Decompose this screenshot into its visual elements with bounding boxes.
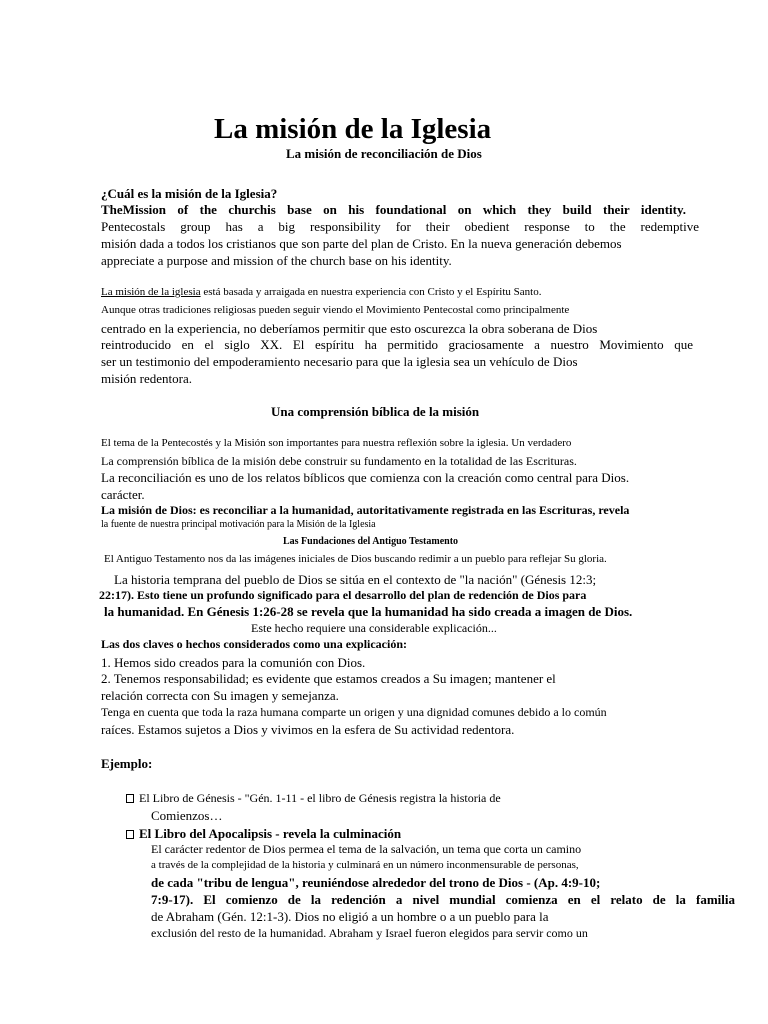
document-subtitle: La misión de reconciliación de Dios bbox=[286, 146, 482, 161]
paragraph-1-line-1: TheMission of the churchis base on his foundational on which they build their identity. bbox=[101, 202, 686, 217]
paragraph-5-line-1: Tenga en cuenta que toda la raza humana comparte un origen y una dignidad comunes debido a lo común bbox=[101, 705, 607, 719]
paragraph-1-line-3: misión dada a todos los cristianos que son parte del plan de Cristo. En la nueva generación debemos bbox=[101, 236, 622, 251]
paragraph-1-line-4: appreciate a purpose and mission of the church base on his identity. bbox=[101, 253, 452, 268]
bullet-2-line-1: El carácter redentor de Dios permea el tema de la salvación, un tema que corta un camino bbox=[151, 842, 582, 856]
section-heading-biblical: Una comprensión bíblica de la misión bbox=[271, 404, 480, 419]
bullet-glyph-icon bbox=[126, 794, 134, 803]
key-item-2: 2. Tenemos responsabilidad; es evidente que estamos creados a Su imagen; mantener el bbox=[101, 671, 556, 686]
bullet-1-line-1 bbox=[126, 792, 501, 804]
paragraph-2-line-1 bbox=[101, 287, 541, 298]
paragraph-4-line-2: 22:17). Esto tiene un profundo significado para el desarrollo del plan de redención de Dios para bbox=[99, 588, 587, 602]
question-heading: ¿Cuál es la misión de la Iglesia? bbox=[101, 186, 278, 201]
document-title: La misión de la Iglesia bbox=[214, 113, 492, 145]
paragraph-5-line-2: raíces. Estamos sujetos a Dios y vivimos en la esfera de Su actividad redentora. bbox=[101, 722, 515, 737]
paragraph-1-line-2: Pentecostals group has a big responsibility for their obedient response to the redemptive bbox=[101, 219, 699, 234]
paragraph-3-small-line: la fuente de nuestra principal motivación para la Misión de la Iglesia bbox=[101, 519, 376, 530]
bullet-2-bold-line-1: de cada "tribu de lengua", reuniéndose alrededor del trono de Dios - (Ap. 4:9-10; bbox=[151, 875, 601, 890]
paragraph-4-intro: El Antiguo Testamento nos da las imágenes iniciales de Dios buscando redimir a un pueblo para reflejar Su gloria. bbox=[104, 553, 607, 565]
paragraph-2-line-2: Aunque otras tradiciones religiosas pueden seguir viendo el Movimiento Pentecostal como principalmente bbox=[101, 304, 570, 316]
bullet-2-tail-line-1: de Abraham (Gén. 12:1-3). Dios no eligió a un hombre o a un pueblo para la bbox=[151, 909, 549, 924]
key-item-2-continued: relación correcta con Su imagen y semejanza. bbox=[101, 688, 339, 703]
paragraph-3-line-4: carácter. bbox=[101, 487, 145, 502]
bullet-2-title bbox=[126, 827, 401, 840]
paragraph-2-line-4: reintroducido en el siglo XX. El espíritu ha permitido graciosamente a nuestro Movimiento que bbox=[101, 337, 693, 352]
bullet-2-tail-line-2: exclusión del resto de la humanidad. Abraham y Israel fueron elegidos para servir como un bbox=[151, 926, 588, 940]
paragraph-3-line-1: El tema de la Pentecostés y la Misión son importantes para nuestra reflexión sobre la iglesia. Un verdadero bbox=[101, 437, 572, 449]
paragraph-4-line-4: Este hecho requiere una considerable explicación... bbox=[251, 621, 497, 635]
paragraph-3-line-3: La reconciliación es uno de los relatos bíblicos que comienza con la creación como central para Dios. bbox=[101, 470, 630, 485]
bullet-glyph-icon bbox=[126, 830, 134, 839]
paragraph-2-line-1-rest: está basada y arraigada en nuestra experiencia con Cristo y el Espíritu Santo. bbox=[200, 286, 542, 298]
bullet-2-bold-line-2: 7:9-17). El comienzo de la redención a nivel mundial comienza en el relato de la familia bbox=[151, 892, 735, 907]
paragraph-3-bold-line: La misión de Dios: es reconciliar a la humanidad, autoritativamente registrada en las Escrituras, revela bbox=[101, 503, 630, 517]
bullet-1-line-2: Comienzos… bbox=[151, 808, 223, 823]
paragraph-4-line-1: La historia temprana del pueblo de Dios se sitúa en el contexto de "la nación" (Génesis 12:3; bbox=[114, 572, 597, 587]
underlined-phrase: La misión de la iglesia bbox=[101, 286, 201, 298]
bullet-1-text: El Libro de Génesis - "Gén. 1-11 - el libro de Génesis registra la historia de bbox=[139, 791, 501, 805]
section-heading-old-testament: Las Fundaciones del Antiguo Testamento bbox=[283, 536, 459, 547]
paragraph-2-line-3: centrado en la experiencia, no deberíamos permitir que esto oscurezca la obra soberana de Dios bbox=[101, 321, 598, 336]
paragraph-3-line-2: La comprensión bíblica de la misión debe construir su fundamento en la totalidad de las Escrituras. bbox=[101, 454, 577, 468]
paragraph-4-line-3: la humanidad. En Génesis 1:26-28 se revela que la humanidad ha sido creada a imagen de Dios. bbox=[104, 604, 633, 619]
bullet-2-line-2: a través de la complejidad de la historia y culminará en un número inconmensurable de personas, bbox=[151, 859, 579, 871]
paragraph-2-line-6: misión redentora. bbox=[101, 371, 192, 386]
example-heading: Ejemplo: bbox=[101, 756, 153, 771]
key-item-1: 1. Hemos sido creados para la comunión con Dios. bbox=[101, 655, 366, 670]
keys-heading: Las dos claves o hechos considerados como una explicación: bbox=[101, 637, 408, 651]
bullet-2-title-text: El Libro del Apocalipsis - revela la culminación bbox=[139, 826, 402, 841]
paragraph-2-line-5: ser un testimonio del empoderamiento necesario para que la iglesia sea un vehículo de Dios bbox=[101, 354, 578, 369]
